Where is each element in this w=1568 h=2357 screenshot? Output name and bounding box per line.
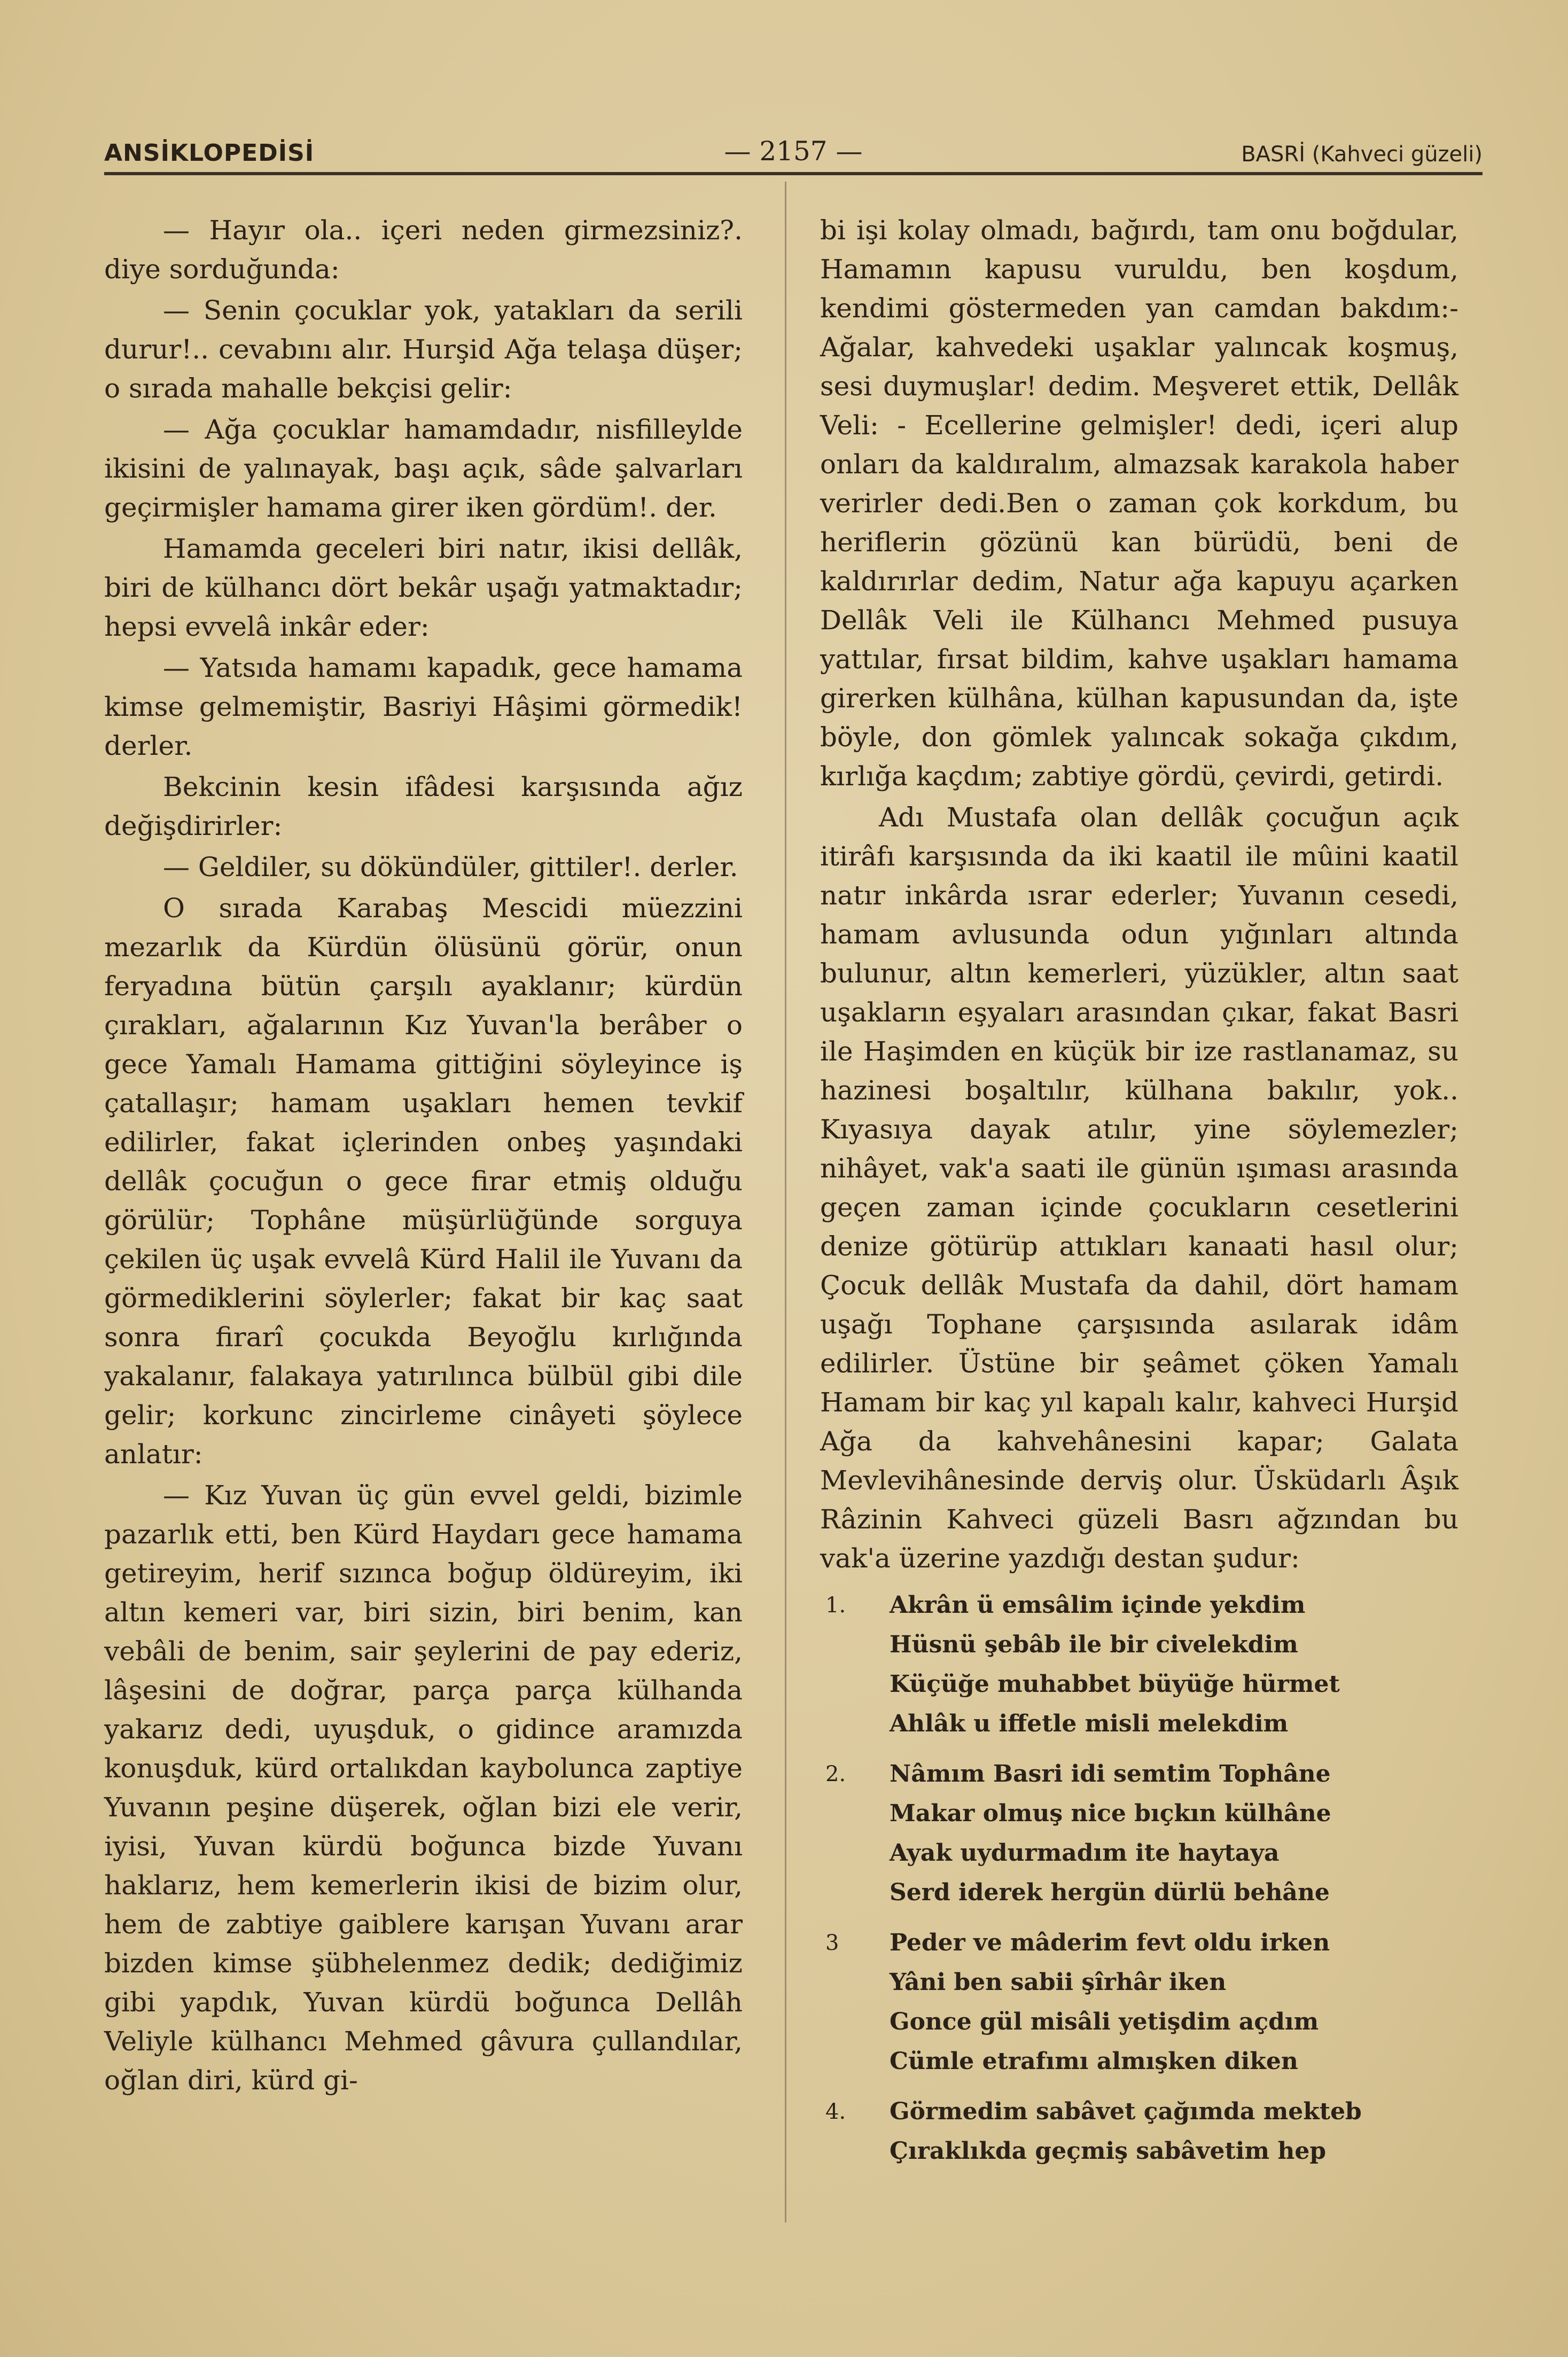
paragraph: O sırada Karabaş Mescidi müezzini mezarlık da Kürdün ölüsünü görür, onun feryadına bütün çarşılı ayaklanır; kürdün çırakları, ağalarının Kız Yuvan'la berâber o gece Yamalı Hamama gittiğini söyleyince iş çatallaşır; hamam uşakları hemen tevkif edilirler, fakat içlerinden onbeş yaşındaki dellâk çocuğun o gece firar etmiş olduğu görülür; Tophâne müşürlüğünde sorguya çekilen üç uşak evvelâ Kürd Halil ile Yuvanı da görmediklerini söylerler; fakat bir kaç saat sonra firarî çocukda Beyoğlu kırlığında yakalanır, falakaya yatırılınca bülbül gibi dile gelir; korkunc zincirleme cinâyeti şöylece anlatır: xyxy=(104,893,743,1470)
poem-line: Peder ve mâderim fevt oldu irken xyxy=(890,1929,1330,1956)
poem-stanza xyxy=(820,1754,1458,1913)
poem-line: Akrân ü emsâlim içinde yekdim xyxy=(890,1591,1306,1619)
poem-line: Cümle etrafımı almışken diken xyxy=(890,2048,1298,2075)
poem-line: Ayak uydurmadım ite haytaya xyxy=(890,1839,1280,1867)
stanza-number: 2. xyxy=(825,1762,846,1786)
right-column xyxy=(820,211,1458,2182)
poem-line: Çıraklıkda geçmiş sabâvetim hep xyxy=(890,2137,1327,2165)
paragraph: — Yatsıda hamamı kapadık, gece hamama kimse gelmemiştir, Basriyi Hâşimi görmedik! derler. xyxy=(104,652,743,761)
stanza-number: 3 xyxy=(825,1931,839,1955)
poem-line: Makar olmuş nice bıçkın külhâne xyxy=(890,1800,1331,1827)
page-number: — 2157 — xyxy=(724,136,863,167)
header-left-title: ANSİKLOPEDİSİ xyxy=(104,139,315,167)
page-header xyxy=(104,124,1483,175)
left-column xyxy=(104,211,743,2102)
poem-line: Nâmım Basri idi semtim Tophâne xyxy=(890,1760,1331,1788)
poem-line: Küçüğe muhabbet büyüğe hürmet xyxy=(890,1671,1340,1698)
paragraph: — Hayır ola.. içeri neden girmezsiniz?. diye sorduğunda: xyxy=(104,215,743,285)
poem xyxy=(820,1586,1458,2171)
header-right-title: BASRİ (Kahveci güzeli) xyxy=(1241,142,1483,167)
paragraph: — Ağa çocuklar hamamdadır, nisfilleylde ikisini de yalınayak, başı açık, sâde şalvarları geçirmişler hamama girer iken gördüm!. der. xyxy=(104,414,743,523)
poem-line: Yâni ben sabii şîrhâr iken xyxy=(890,1969,1227,1996)
paragraph: Bekcinin kesin ifâdesi karşısında ağız değişdirirler: xyxy=(104,771,743,841)
paragraph: — Senin çocuklar yok, yatakları da serili durur!.. cevabını alır. Hurşid Ağa telaşa düşer; o sırada mahalle bekçisi gelir: xyxy=(104,295,743,404)
stanza-number: 1. xyxy=(825,1593,846,1618)
paragraph: Hamamda geceleri biri natır, ikisi dellâk, biri de külhancı dört bekâr uşağı yatmaktadır; hepsi evvelâ inkâr eder: xyxy=(104,533,743,642)
poem-line: Hüsnü şebâb ile bir civelekdim xyxy=(890,1631,1298,1658)
poem-stanza xyxy=(820,1586,1458,1744)
paragraph: bi işi kolay olmadı, bağırdı, tam onu boğdular, Hamamın kapusu vuruldu, ben koşdum, kendimi göstermeden yan camdan bakdım:- Ağalar, kahvedeki uşaklar yalıncak koşmuş, sesi duymuşlar! dedim. Meşveret ettik, Dellâk Veli: - Ecellerine gelmişler! dedi, içeri alup onları da kaldıralım, almazsak karakola haber verirler dedi.Ben o zaman çok korkdum, bu heriflerin gözünü kan bürüdü, beni de kaldırırlar dedim, Natur ağa kapuyu açarken Dellâk Veli ile Külhancı Mehmed pusuya yattılar, fırsat bildim, kahve uşakları hamama girerken külhâna, külhan kapusundan da, işte böyle, don gömlek yalıncak sokağa çıkdım, kırlığa kaçdım; zabtiye gördü, çevirdi, getirdi. xyxy=(820,215,1458,792)
paragraph: — Kız Yuvan üç gün evvel geldi, bizimle pazarlık etti, ben Kürd Haydarı gece hamama getireyim, herif sızınca boğup öldüreyim, iki altın kemeri var, biri sizin, biri benim, kan vebâli de benim, sair şeylerini de pay ederiz, lâşesini de doğrar, parça parça külhanda yakarız dedi, uyuşduk, o gidince aramızda konuşduk, kürd ortalıkdan kaybolunca zaptiye Yuvanın peşine düşerek, oğlan bizi ele verir, iyisi, Yuvan kürdü boğunca bizde Yuvanı haklarız, hem kemerlerin ikisi de bizim olur, hem de zabtiye gaiblere karışan Yuvanı arar bizden kimse şübhelenmez dedik; dediğimiz gibi yapdık, Yuvan kürdü boğunca Dellâh Veliyle külhancı Mehmed gâvura çullandılar, oğlan diri, kürd gi- xyxy=(104,1480,743,2096)
paragraph: — Geldiler, su dökündüler, gittiler!. derler. xyxy=(163,852,738,883)
poem-line: Serd iderek hergün dürlü behâne xyxy=(890,1879,1330,1906)
poem-stanza xyxy=(820,2092,1458,2171)
column-divider xyxy=(785,182,786,2222)
poem-line: Ahlâk u iffetle misli melekdim xyxy=(890,1710,1289,1737)
stanza-number: 4. xyxy=(825,2100,846,2124)
poem-line: Görmedim sabâvet çağımda mekteb xyxy=(890,2098,1362,2125)
poem-stanza xyxy=(820,1923,1458,2081)
poem-line: Gonce gül misâli yetişdim açdım xyxy=(890,2008,1319,2035)
paragraph: Adı Mustafa olan dellâk çocuğun açık itirâfı karşısında da iki kaatil ile mûini kaatil natır inkârda ısrar ederler; Yuvanın cesedi, hamam avlusunda odun yığınları altında bulunur, altın kemerleri, yüzükler, altın saat uşakların eşyaları arasından çıkar, fakat Basri ile Haşimden en küçük bir ize rastlanamaz, su hazinesi boşaltılır, külhana bakılır, yok.. Kıyasıya dayak atılır, yine söylemezler; nihâyet, vak'a saati ile günün ışıması arasında geçen zaman içinde çocukların cesetlerini denize götürüp attıkları kanaati hasıl olur; Çocuk dellâk Mustafa da dahil, dört hamam uşağı Tophane çarşısında asılarak idâm edilirler. Üstüne bir şeâmet çöken Yamalı Hamam bir kaç yıl kapalı kalır, kahveci Hurşid Ağa da kahvehânesini kapar; Galata Mevlevihânesinde derviş olur. Üsküdarlı Âşık Râzinin Kahveci güzeli Basrı ağzından bu vak'a üzerine yazdığı destan şudur: xyxy=(820,802,1458,1574)
